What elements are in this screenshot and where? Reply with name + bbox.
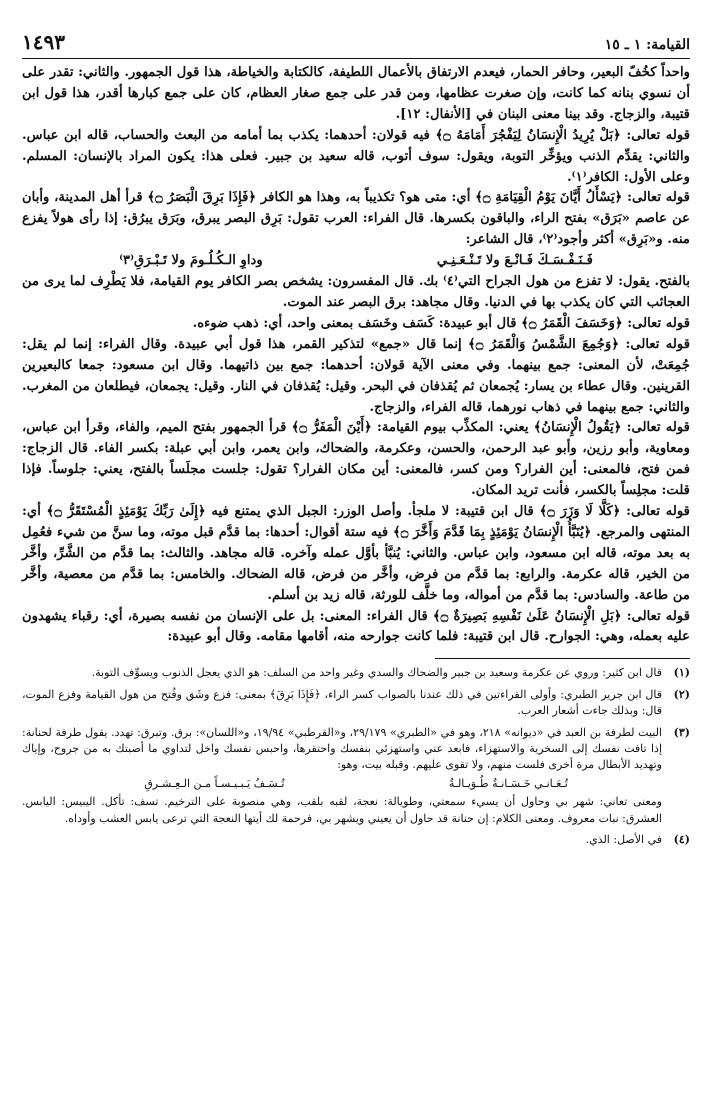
page-number: ١٤٩٣ <box>22 30 65 54</box>
footnote <box>22 832 690 848</box>
page-header <box>22 18 690 59</box>
footnote-number: (١) <box>673 666 690 680</box>
paragraph: قوله تعالى: ﴿كَلَّا لَا وَزَرَ ۝﴾ قال ابن قتيبة: لا ملجأ. وأصل الوزر: الجبل الذي يمتنع فيه ﴿إِلَىٰ رَبِّكَ يَوْمَئِذٍ الْمُسْتَقَرُّ ۝﴾ أي: المنتهى والمرجع. ﴿يُنَبَّأُ الْإِنسَانُ يَوْمَئِذٍ بِمَا قَدَّمَ وَأَخَّرَ ۝﴾ فيه ستة أقوال: أحدها: بما قدَّم قبل موته، وما سنَّ من شيء فعُمِل به بعد موته، قاله ابن مسعود، وابن عباس. والثاني: يُنبَّأ بأوَّل عمله وآخره. قاله مجاهد. والثالث: بما قدَّم من الشَّرِّ، وأخَّر من الخير، قاله عكرمة. والرابع: بما قدَّم من فرض، وأخَّر من فرض، قاله الضحاك. والخامس: بما قدَّم من معصية، وأخَّر من طاعة. والسادس: بما قدَّم من أمواله، وما خلَّف للورثة، قاله زيد بن أسلم. <box>22 504 690 603</box>
footnote-text: البيت لطرفة بن العبد في «ديوانه» ٢١٨، وهو في «الطبري» ٢٩/١٧٩، و«القرطبي» ١٩/٩٤، و«اللسان»: برق. وتبرق: تهدد. يقول طرفة لحنانة: إذا تافت نفسك إلى السخرية والاستهزاء، فابعد عني واستهزئي بنفسك واحتقرها، واحبس نفسك واخل لتداوي ما أصبتك به من جروح، وإياك وتهديد الأبطال مرة أخرى فلست منهم، ولا تقوى عليهم. وقبله بيت، وهو: <box>22 725 662 772</box>
footnote <box>22 687 690 720</box>
paragraph: قوله تعالى: ﴿وَخَسَفَ الْقَمَرُ ۝﴾ قال أبو عبيدة: كَسَف وخَسَف بمعنى واحد، أي: ذهب ضوءه. <box>192 315 690 331</box>
footnote-number: (٤) <box>673 833 690 847</box>
footnote-number: (٢) <box>673 687 690 701</box>
verse-second-hemistich: وداوِ الـكُـلُـومَ ولا تَـبْـرَقِ⁽٣⁾ <box>119 253 263 269</box>
footnote <box>22 725 690 774</box>
footnote-number: (٣) <box>673 725 690 739</box>
footnotes <box>22 665 690 848</box>
footnote-verse-second: تُـسَـفُ يَـبـيـسـاً مـن الـعِـشـرقِ <box>144 776 285 790</box>
paragraph: قوله تعالى: ﴿بَلْ يُرِيدُ الْإِنسَانُ لِيَفْجُرَ أَمَامَهُ ۝﴾ فيه قولان: أحدهما: يكذب بما أمامه من البعث والحساب، قاله ابن عباس. والثاني: يقدِّم الذنب ويؤخِّر التوبة، ويقول: سوف أتوب، قاله سعيد بن جبير. فعلى هذا: يكون المراد بالإنسان: المسلم. وعلى الأول: الكافر⁽١⁾. <box>22 127 690 185</box>
footnote <box>22 665 690 681</box>
main-text <box>22 63 690 648</box>
paragraph: قوله تعالى: ﴿وَجُمِعَ الشَّمْسُ وَالْقَمَرُ ۝﴾ إنما قال «جمع» لتذكير القمر، هذا قول أبي عبيدة. وقال الفراء: إنما لم يقل: جُمِعَتْ، لأن المعنى: جمع بينهما. وفي معنى الآية قولان: أحدهما: جمع بين ذاتيهما. وقال ابن مسعود: جمعا كالبعيرين القرينين. وقال عطاء بن يسار: يُجمعان ثم يُقذفان في البحر. وقيل: يُقذفان في النار. وقيل: يجمعان، فيطلعان من المغرب. والثاني: جمع بينهما في ذهاب نورهما، قاله الفراء، والزجاج. <box>22 336 691 415</box>
chapter-reference: القيامة: ١ ـ ١٥ <box>604 37 690 53</box>
footnote-text: قال ابن كثير: وروي عن عكرمة وسعيد بن جبير والضحاك والسدي وغير واحد من السلف: هو الذي يعجل الذنوب ويسوِّف التوبة. <box>91 666 662 680</box>
paragraph: واحداً كخُفّ البعير، وحافر الحمار، فيعدم الارتفاق بالأعمال اللطيفة، كالكتابة والخياطة، هذا قول الجمهور. والثاني: تقدر على أن نسوي بنانه كما كانت، وإن صغرت عظامها، ومن قدر على جمع صغار العظام، كان على جمع كبارها أقدر، هذا قول ابن قتيبة، والزجاج. وقد بينا معنى البنان في [الأنفال: ١٢]. <box>22 65 690 122</box>
footnote-verse-first: تُـعَـانـي خَـسَـانـةُ طُـوَيـالـةُ <box>448 776 568 790</box>
footnote-verse <box>62 776 650 792</box>
paragraph: قوله تعالى: ﴿بَلِ الْإِنسَانُ عَلَىٰ نَفْسِهِ بَصِيرَةٌ ۝﴾ قال الفراء: المعنى: بل على الإنسان من نفسه بصيرة، أي: رقباء يشهدون عليه بعمله، وهي: الجوارح. قال ابن قتيبة: فلما كانت جوارحه منه، أقامها مقامه. وقال أبو عبيدة: <box>22 608 690 645</box>
footnote-text: في الأصل: الذي. <box>585 833 662 847</box>
verse-first-hemistich: فَـنَـفْـسَـكَ فَـانْـعَ ولا تَـنْـعَـنِـي <box>436 253 593 269</box>
footnote-separator <box>435 658 690 659</box>
paragraph: قوله تعالى: ﴿يَقُولُ الْإِنسَانُ﴾ يعني: المكذِّب بيوم القيامة: ﴿أَيْنَ الْمَفَرُّ ۝﴾ قرأ الجمهور بفتح الميم، والفاء، وقرأ ابن عباس، ومعاوية، وأبو رزين، وأبو عبد الرحمن، والحسن، وعكرمة، والضحاك، وابن يعمر، وابن أبي عبلة: بكسر الفاء. قال الزجاج: فمن فتح، فالمعنى: أين الفرار؟ ومن كسر، فالمعنى: أين مكان الفرار؟ تقول: جلست مجلَساً بالفتح، يعني: جلوساً. فإذا قلت: مجلِساً بالكسر، فأنت تريد المكان. <box>22 420 690 499</box>
paragraph: قوله تعالى: ﴿يَسْأَلُ أَيَّانَ يَوْمُ الْقِيَامَةِ ۝﴾ أي: متى هو؟ تكذيباً به، وهذا هو الكافر ﴿فَإِذَا بَرِقَ الْبَصَرُ ۝﴾ قرأ أهل المدينة، وأبان عن عاصم «بَرَق» بفتح الراء، والباقون بكسرها. قال الفراء: العرب تقول: بَرِق البصر يبرق، وبَرَق يبرُق: إذا رأى هولاً يفزع منه. و«بَرِق» أكثر وأجود⁽٢⁾، قال الشاعر: <box>22 190 690 248</box>
footnote-text: ومعنى تعاني: شهر بي وحاول أن يسيء سمعتي، وطويالة: نعجة، لقبه بلقب، وهي منصوبة على الترخيم. تسف: تأكل. اليبيس: اليابس. العشرق: نبات معروف. ومعنى الكلام: إن حنانة قد حاول أن يعيني ويشهر بي، فرحمة لك أيتها النعجة التي ترعى يابس العشب وأوداه. <box>22 795 662 825</box>
poetry-verse <box>32 251 680 272</box>
paragraph: بالفتح. يقول: لا تفزع من هول الجراح التي⁽٤⁾ بك. قال المفسرون: يشخص بصر الكافر يوم القيامة، فلا يَطْرِف لما يرى من العجائب التي كان يكذب بها في الدنيا. وقال مجاهد: برق البصر عند الموت. <box>22 274 690 310</box>
footnote-continuation <box>22 794 690 827</box>
footnote-text: قال ابن جرير الطبري: وأولى القراءتين في ذلك عندنا بالصواب كسر الراء، ﴿فَإِذَا بَرِقَ﴾ بمعنى: فزع وشَق وفُتح من هول القيامة وفزع الموت، قال: وبذلك جاءت أشعار العرب. <box>22 687 662 718</box>
